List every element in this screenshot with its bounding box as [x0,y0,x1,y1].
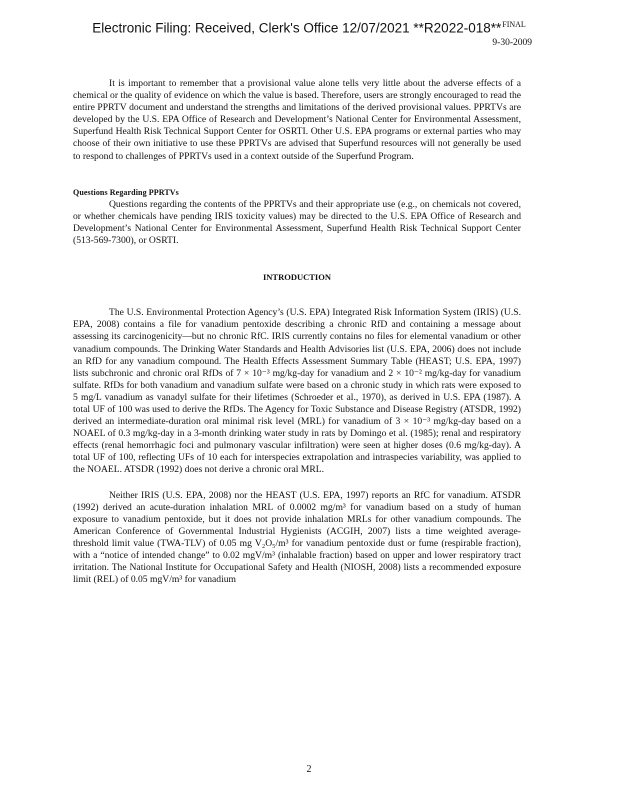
document-body [73,78,521,586]
paragraph-provisional-values: It is important to remember that a provisional value alone tells very little about the adverse effects of a chemical or the quality of evidence on which the value is based. Therefore, users are strongly encouraged to read the entire PPRTV document and understand the strengths and limitations of the derived provisional values. PPRTVs are developed by the U.S. EPA Office of Research and Development’s National Center for Environmental Assessment, Superfund Health Risk Technical Support Center for OSRTI. Other U.S. EPA programs or external parties who may choose of their own initiative to use these PPRTVs are advised that Superfund resources will not generally be used to respond to challenges of PPRTVs used in a context outside of the Superfund Program. [73,78,521,162]
filing-header [0,20,618,36]
paragraph-introduction-2: Neither IRIS (U.S. EPA, 2008) nor the HEAST (U.S. EPA, 1997) reports an RfC for vanadium. ATSDR (1992) derived an acute-duration inhalation MRL of 0.0002 mg/m³ for vanadium based on a study of human exposure to vanadium pentoxide, but it does not provide inhalation MRLs for other vanadium compounds. The American Conference of Governmental Industrial Hygienists (ACGIH, 2007) lists a time weighted average-threshold limit value (TWA-TLV) of 0.05 mg V₂O₅/m³ for vanadium pentoxide dust or fume (respirable fraction), with a “notice of intended change” to 0.02 mgV/m³ (inhalable fraction) based on upper and lower respiratory tract irritation. The National Institute for Occupational Safety and Health (NIOSH, 2008) lists a recommended exposure limit (REL) of 0.05 mgV/m³ for vanadium [73,489,521,586]
final-label: FINAL [502,20,526,29]
paragraph-introduction-1: The U.S. Environmental Protection Agency’s (U.S. EPA) Integrated Risk Information System (IRIS) (U.S. EPA, 2008) contains a file for vanadium pentoxide describing a chronic RfD and containing a message about assessing its carcinogenicity—but no chronic RfC. IRIS currently contains no files for elemental vanadium or other vanadium compounds. The Drinking Water Standards and Health Advisories list (U.S. EPA, 2006) does not include an RfD for any vanadium compound. The Health Effects Assessment Summary Table (HEAST; U.S. EPA, 1997) lists subchronic and chronic oral RfDs of 7 × 10⁻³ mg/kg-day for vanadium and 2 × 10⁻² mg/kg-day for vanadium sulfate. RfDs for both vanadium and vanadium sulfate were based on a chronic study in which rats were exposed to 5 mg/L vanadium as vanadyl sulfate for their lifetimes (Schroeder et al., 1970), as derived in U.S. EPA (1987). A total UF of 100 was used to derive the RfDs. The Agency for Toxic Substance and Disease Registry (ATSDR, 1992) derived an intermediate-duration oral minimal risk level (MRL) for vanadium of 3 × 10⁻³ mg/kg-day based on a NOAEL of 0.3 mg/kg-day in a 3-month drinking water study in rats by Domingo et al. (1985); renal and respiratory effects (renal hemorrhagic foci and pulmonary vascular infiltration) were seen at higher doses (0.6 mg/kg-day). A total UF of 100, reflecting UFs of 10 each for interspecies extrapolation and intraspecies variability, was applied to the NOAEL. ATSDR (1992) does not derive a chronic oral MRL. [73,307,521,476]
section-heading-introduction: INTRODUCTION [262,272,331,283]
page-number: 2 [306,764,312,775]
document-date: 9-30-2009 [492,38,532,48]
paragraph-questions: Questions regarding the contents of the PPRTVs and their appropriate use (e.g., on chemicals not covered, or whether chemicals have pending IRIS toxicity values) may be directed to the U.S. EPA Office of Research and Development’s National Center for Environmental Assessment, Superfund Health Risk Technical Support Center (513-569-7300), or OSRTI. [73,198,521,247]
section-heading-questions: Questions Regarding PPRTVs [73,187,179,197]
filing-stamp-text: Electronic Filing: Received, Clerk's Office 12/07/2021 **R2022-018** [92,20,502,36]
